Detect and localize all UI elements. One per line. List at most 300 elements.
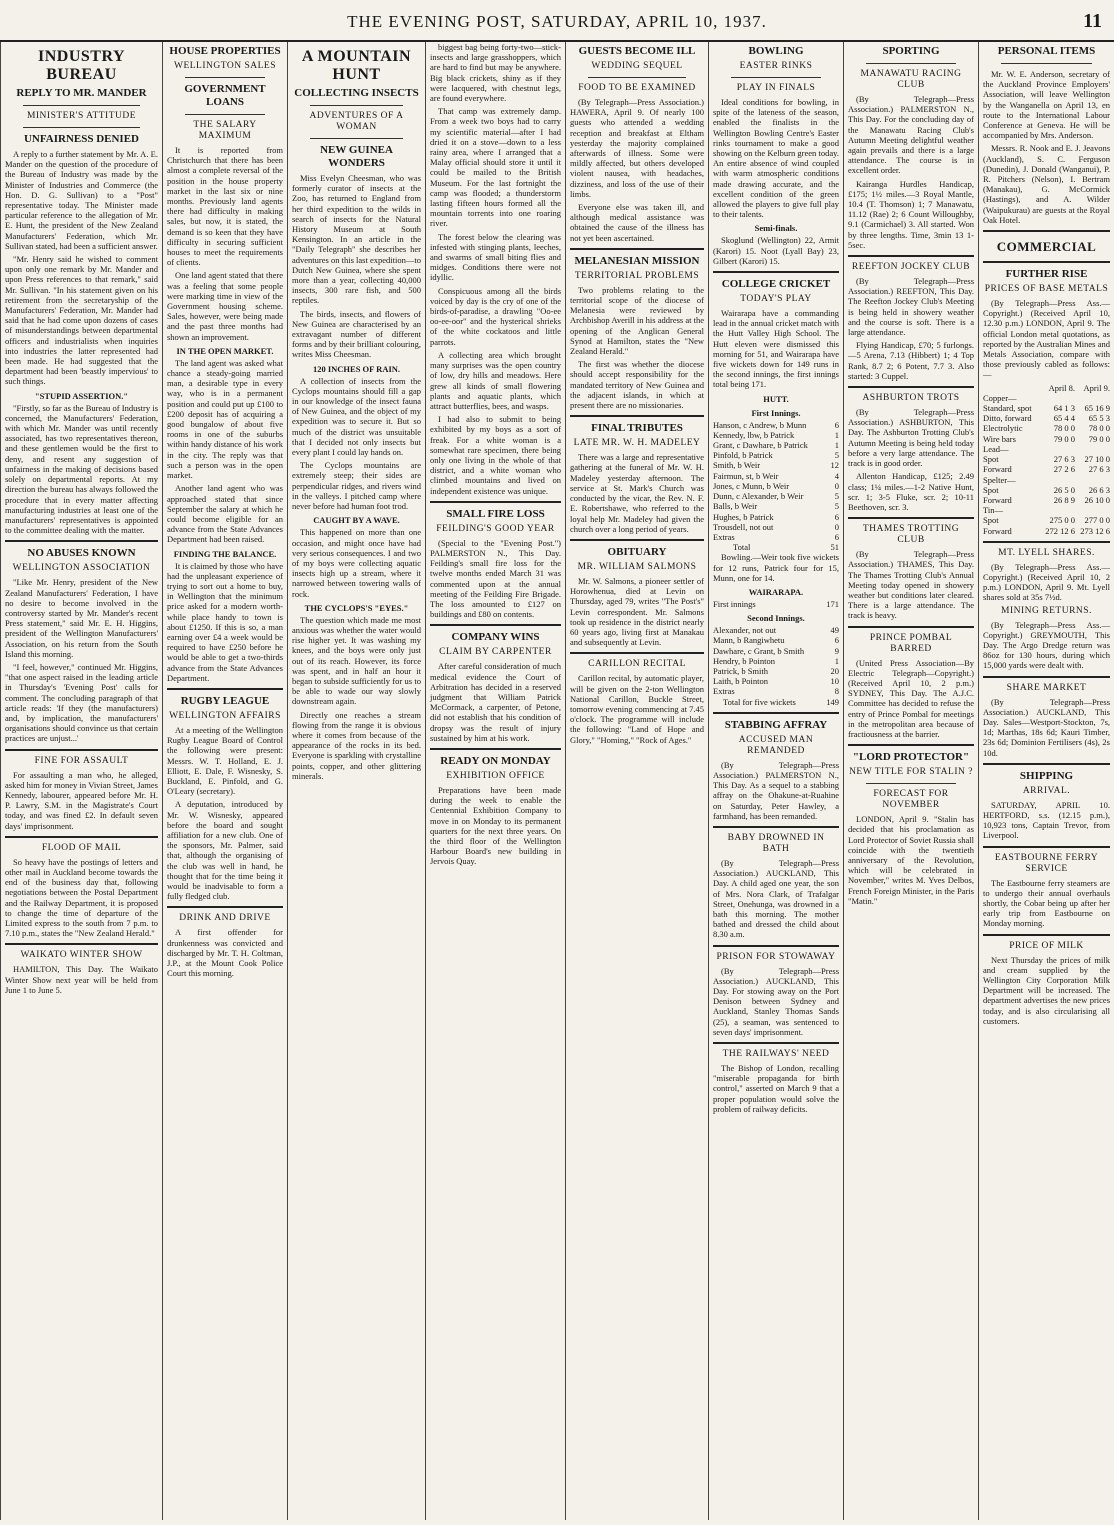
table-row	[713, 471, 839, 481]
article-paragraph: A reply to a further statement by Mr. A. E. Mander on the question of the procedure of the Bureau of Industry was made by the Minister of Industries and Commerce (the Hon. D. G. Sullivan) to a "Post" representative today. The Minister made particular reference to the allegation of Mr. E. Hunt, the president of the New Zealand Manufacturers' Federation, which Mr. Sullivan stated, had been a sufficient answer.	[5, 149, 158, 251]
table-cell: 65 5 3	[1088, 413, 1110, 424]
headline: OBITUARY	[607, 545, 667, 558]
divider	[588, 77, 686, 78]
table-row	[983, 526, 1110, 536]
divider	[570, 415, 704, 417]
deck: CLAIM BY CARPENTER	[439, 647, 552, 658]
table-cell: Wire bars	[983, 433, 1016, 444]
article-paragraph: Directly one reaches a stream flowing from the range it is obvious where it comes from because of the appearance of the rocks in its bed. Everyone is sparkling with crystalline points, copper, and other glittering minerals.	[292, 709, 421, 781]
table-cell: Tin—	[983, 505, 1004, 516]
article-paragraph: (By Telegraph—Press Association.) AUCKLAND, This Day. For stowing away on the Port Denison between Sydney and Auckland, Stanley Thomas Sands (25), a seaman, was sentenced to seven days' imprisonment.	[713, 965, 839, 1037]
headline: PRICE OF MILK	[1009, 940, 1084, 951]
deck: ARRIVAL.	[1022, 785, 1071, 796]
column-4	[425, 42, 565, 1520]
table-row	[713, 501, 839, 511]
table-row	[713, 635, 839, 645]
deck: NEW GUINEA WONDERS	[320, 144, 393, 169]
divider	[5, 749, 158, 751]
deck: WELLINGTON SALES	[173, 61, 277, 71]
table-cell: 5	[834, 491, 839, 502]
deck: WELLINGTON ASSOCIATION	[12, 563, 151, 574]
column-5	[565, 42, 708, 1520]
table-cell: First innings	[713, 598, 756, 609]
article-paragraph: So heavy have the postings of letters and other mail in Auckland become towards the end of the business day that, following negotiations between the Postal Department and the Railway Department, it is proposed to change the time of departure of the Limited express to the south from 7 p.m. to 7.10 p.m., states the "New Zealand Herald."	[5, 856, 158, 939]
headline: SPORTING	[882, 45, 940, 57]
divider	[731, 77, 821, 78]
table-cell	[1075, 505, 1110, 515]
table-row	[983, 393, 1110, 403]
article-paragraph: The Eastbourne ferry steamers are to undergo their annual overhauls shortly, the Cobar being up after her early trip from Eastbourne on Monday morning.	[983, 877, 1110, 929]
article-paragraph: (By Telegraph—Press Ass.—Copyright.) (Received April 10, 2 p.m.) LONDON, April 9. Mt. Lyell shares sold at 35s 7½d.	[983, 561, 1110, 603]
table-cell: 78 0 0	[1053, 423, 1076, 434]
article-paragraph: There was a large and representative gathering at the funeral of Mr. W. H. Madeley yesterday afternoon. The service at St. Mark's Church was conducted by the vicar, the Rev. N. F. E. Robertshawe, who referred to the loyal help Mr. Madeley had given the church over a long period of years.	[570, 452, 704, 534]
table-cell: 65 16 9	[1084, 403, 1110, 414]
article-paragraph: I had also to submit to being exhibited by my boys as a sort of freak. For a white woman is a somewhat rare specimen, there being only one living in the whole of that district, and a white woman who climbed mountains and lived on independent existence was unique.	[430, 414, 561, 496]
table-row	[983, 495, 1110, 505]
table-cell: Pinfold, b Patrick	[713, 450, 773, 461]
column-3	[287, 42, 425, 1520]
column-8	[978, 42, 1114, 1520]
table-cell: Hughes, b Patrick	[713, 511, 774, 522]
divider	[983, 934, 1110, 936]
table-cell: 0	[834, 521, 839, 532]
table-cell: 9	[834, 645, 839, 656]
table-cell: Extras	[713, 531, 735, 542]
section-heading: COMMERCIAL	[996, 239, 1097, 255]
table-cell: 5	[834, 450, 839, 461]
article-paragraph: Next Thursday the prices of milk and cream supplied by the Wellington City Corporation Milk Department will be increased. The department advertises the new prices today, and is also circularising all customers.	[983, 954, 1110, 1026]
scorecard-table	[713, 625, 839, 707]
table-cell: Hendry, b Pointon	[713, 655, 776, 666]
article-paragraph: One land agent stated that there was a feeling that some people were marking time in view of the Government housing scheme. Sales, however, were being made and the past three months had shown an improvement.	[167, 270, 283, 342]
table-cell: 0	[834, 480, 839, 491]
article-paragraph: Allenton Handicap, £125; 2.49 class; 1¼ miles.—1-2 Native Hunt, scr. 1; 3-5 Fluke, scr. 2; 10-11 Beethoven, scr. 3.	[848, 471, 974, 512]
deck: LATE MR. W. H. MADELEY	[573, 438, 701, 449]
headline: SHARE MARKET	[1006, 682, 1087, 693]
table-cell: 26 5 0	[1053, 484, 1076, 495]
divider	[983, 676, 1110, 678]
article-paragraph: Preparations have been made during the week to enable the Centennial Exhibition Company to move in on Monday to its permanent quarters for the next three years. On the third floor of the Wellington Harbour Board's new building in Jervois Quay.	[430, 784, 561, 867]
table-cell: Forward	[983, 525, 1012, 536]
divider	[848, 386, 974, 388]
table-row	[713, 450, 839, 460]
headline: WAIKATO WINTER SHOW	[20, 950, 143, 961]
deck: PRICES OF BASE METALS	[984, 284, 1109, 295]
headline: RUGBY LEAGUE	[180, 694, 270, 707]
deck: MINISTER'S ATTITUDE	[26, 111, 137, 121]
table-cell: Total for five wickets	[723, 696, 796, 707]
divider	[713, 712, 839, 714]
headline: BABY DROWNED IN BATH	[727, 832, 825, 854]
headline: MT. LYELL SHARES.	[998, 547, 1095, 558]
table-cell: 6	[834, 531, 839, 542]
article-paragraph: At a meeting of the Wellington Rugby League Board of Control the following were present: Messrs. W. T. Holland, E. J. Elliott, E. Dale, F. Wisnesky, S. Buckland, E. Pinfold, and G. O'Leary (secretary).	[167, 724, 283, 797]
article-paragraph: (By Telegraph—Press Association.) REEFTON, This Day. The Reefton Jockey Club's Meeting is being held in showery weather and the course is soft. There is a large attendance.	[848, 276, 974, 338]
table-row	[713, 481, 839, 491]
table-row	[713, 532, 839, 542]
scorecard-subheading: Second Innings.	[747, 613, 805, 624]
article-paragraph: "Firstly, so far as the Bureau of Industry is concerned, the Manufacturers' Federation, with which Mr. Mander was until recently associated, has two representatives thereon, and these gentlemen would be the first to deny, and resent any suggestion of unfairness in the making of decisions based solely on departmental reports. At my direction the bureau has always followed the procedure that in every matter affecting manufacturing industries at least one of the manufacturers' representatives is appointed to the committee dealing with the matter.	[5, 402, 158, 536]
deck: FEILDING'S GOOD YEAR	[436, 523, 555, 534]
article-paragraph: Ideal conditions for bowling, in spite of the lateness of the season, enabled the finalists in the Wellington Bowling Centre's Easter rinks tournament to make a good showing on the Kelburn green today. An entire absence of wind coupled with warm atmospheric conditions made drawing accurate, and the excellent condition of the green allowed the players to give full play to their talents.	[713, 97, 839, 220]
scorecard-table	[713, 420, 839, 553]
article-paragraph: Flying Handicap, £70; 5 furlongs.—5 Arena, 7.13 (Hibbert) 1; 4 Top Rank, 8.7 2; 6 Potent, 7.7 3. Also started: 3 Cuppel.	[848, 340, 974, 381]
divider	[5, 836, 158, 838]
headline: FLOOD OF MAIL	[41, 842, 122, 853]
headline: BOWLING	[748, 45, 804, 57]
table-cell: Ditto, forward	[983, 413, 1032, 424]
headline: HOUSE PROPERTIES	[169, 45, 281, 57]
table-cell: Electrolytic	[983, 423, 1023, 434]
divider	[866, 63, 956, 64]
deck: ADVENTURES OF A WOMAN	[309, 111, 404, 132]
deck: WEDDING SEQUEL	[591, 61, 683, 71]
article-paragraph: (By Telegraph—Press Ass.—Copyright.) (Received April 10, 12.30 p.m.) LONDON, April 9. The official London metal quotations, as reported by the Australian Mines and Metals Association, compare with those previously cabled as follows:—	[983, 298, 1110, 380]
divider	[848, 517, 974, 519]
article-paragraph: A collecting area which brought many surprises was the open country of low, dry hills and meadows. Here grew all kinds of small flowering plants and aquatic plants, which attract butterflies, bees, and wasps.	[430, 349, 561, 411]
table-row	[713, 656, 839, 666]
divider	[1001, 63, 1092, 64]
table-row	[713, 542, 839, 552]
headline: DRINK AND DRIVE	[179, 913, 271, 924]
headline: STABBING AFFRAY	[724, 718, 828, 731]
headline: PERSONAL ITEMS	[997, 45, 1096, 57]
divider	[570, 248, 704, 250]
table-cell: 27 6 3	[1053, 454, 1076, 465]
article-paragraph: Miss Evelyn Cheesman, who was formerly curator of insects at the Zoo, has returned to England from her third expedition to the wilds in search of insects for the Natural History Museum at South Kensington. In an article in the "Daily Telegraph" she describes her adventures on this last expedition—to Dutch New Guinea, where she spent more than a year, collecting 40,000 insects, 300 rare fish, and 500 reptiles.	[292, 173, 421, 306]
table-row	[713, 625, 839, 635]
table-cell: 49	[830, 625, 839, 636]
divider	[983, 230, 1110, 232]
table-row	[713, 666, 839, 676]
table-cell: Spot	[983, 515, 999, 526]
table-row	[713, 491, 839, 501]
divider	[848, 255, 974, 257]
table-cell: 26 10 0	[1084, 494, 1110, 505]
table-cell: 5	[834, 501, 839, 512]
headline: SMALL FIRE LOSS	[446, 507, 545, 520]
headline: THAMES TROTTING CLUB	[862, 524, 960, 546]
crosshead: "STUPID ASSERTION."	[34, 390, 129, 401]
table-cell: 277 0 0	[1084, 515, 1110, 526]
article-paragraph: Bowling.—Weir took five wickets for 12 runs, Patrick four for 15, Munn, one for 14.	[713, 552, 839, 583]
table-row	[983, 423, 1110, 433]
divider	[983, 541, 1110, 543]
article-paragraph: (Special to the "Evening Post.") PALMERSTON N., This Day. Feilding's small fire loss for the twelve months ended March 31 was commented upon at the annual meeting of the Feilding Fire Brigade. The loss amounted to £127 on buildings and £80 on contents.	[430, 537, 561, 620]
article-paragraph: (By Telegraph—Press Association.) PALMERSTON N., This Day. For the concluding day of the Manawatu Racing Club's Autumn Meeting delightful weather again prevails and there is a large attendance. The course is in excellent order.	[848, 94, 974, 176]
divider	[713, 826, 839, 828]
divider	[167, 906, 283, 908]
deck: MANAWATU RACING CLUB	[860, 69, 962, 90]
deck: PLAY IN FINALS	[736, 83, 816, 93]
deck: FORECAST FOR NOVEMBER	[873, 789, 949, 811]
deck: ACCUSED MAN REMANDED	[738, 734, 814, 756]
table-row	[713, 430, 839, 440]
deck: EXHIBITION OFFICE	[446, 770, 545, 781]
divider	[23, 105, 140, 106]
article-paragraph: "Mr. Henry said he wished to comment upon only one remark by Mr. Mander and upon Press references to that remark," said Mr. Sullivan. "In his statement given on his retirement from the secretaryship of the Manufacturers' Federation, Mr. Mander had said that he had come upon dozens of cases of misunderstandings between departmental officers and industrialists when inquiries into industries the latter represented had been made. He had suggested that the department had been 'beastly impervious' to such things.	[5, 254, 158, 387]
article-paragraph: biggest bag being forty-two—stick-insects and large grasshoppers, which are hard to find but may be anywhere. Big black crickets, shiny as if they were lacquered, with chestnut legs, are found everywhere.	[430, 42, 561, 104]
divider	[866, 783, 956, 784]
table-cell: Forward	[983, 494, 1012, 505]
table-cell: Hanson, c Andrew, b Munn	[713, 419, 807, 430]
table-cell: Smith, b Weir	[713, 460, 761, 471]
headline: PRINCE POMBAL BARRED	[869, 632, 953, 654]
headline: MELANESIAN MISSION	[574, 254, 700, 267]
headline: REEFTON JOCKEY CLUB	[851, 262, 971, 273]
article-paragraph: SATURDAY, APRIL 10. HERTFORD, s.s. (12.15 p.m.), 10,923 tons, Captain Trevor, from Liverpool.	[983, 799, 1110, 841]
table-row	[713, 460, 839, 470]
article-paragraph: Messrs. R. Nook and E. J. Jeavons (Auckland), S. C. Ferguson (Dunedin), J. Donald (Wanganui), P. R. Pitchers (Nelson), I. Bertram (Manakau), G. McCormick (Hastings), and A. Wilder (Waipukurau) are guests at the Royal Oak Hotel.	[983, 143, 1110, 225]
table-row	[983, 515, 1110, 525]
table-cell: 272 12 6	[1045, 525, 1076, 536]
column-6	[708, 42, 843, 1520]
metals-table	[983, 383, 1110, 536]
masthead	[0, 0, 1114, 42]
table-row	[713, 420, 839, 430]
article-paragraph: Everyone else was taken ill, and although medical assistance was obtained the cause of the illness has not yet been ascertained.	[570, 202, 704, 243]
article-paragraph: (By Telegraph—Press Association.) AUCKLAND, This Day. A child aged one year, the son of Mrs. Nora Clark, of Trafalgar Street, Onehunga, was drowned in a bath this morning. The mother bathed and dressed the child about 8.30 a.m.	[713, 857, 839, 940]
table-cell: 1	[834, 429, 839, 440]
article-paragraph: "I feel, however," continued Mr. Higgins, "that one aspect raised in the leading article in Thursday's 'Evening Post' calls for comment. The concluding paragraph of that article reads: 'If they (the manufacturers) and, by implication, the manufacturers' organisations should convince us that certain practices are unjust...'	[5, 661, 158, 744]
divider	[570, 539, 704, 541]
table-row	[983, 464, 1110, 474]
divider	[23, 127, 140, 128]
table-cell: Trousdell, not out	[713, 521, 774, 532]
deck: MR. WILLIAM SALMONS	[577, 561, 697, 572]
divider	[570, 652, 704, 654]
divider	[430, 748, 561, 750]
article-paragraph: The birds, insects, and flowers of New Guinea are characterised by an extravagant number of different forms and by their brilliant colouring, writes Miss Cheesman.	[292, 308, 421, 360]
table-cell: 78 0 0	[1088, 423, 1110, 434]
scorecard-heading: HUTT.	[763, 393, 789, 404]
article-paragraph: Carillon recital, by automatic player, will be given on the 2-ton Wellington National Carillon, Buckle Street, tomorrow evening commencing at 7.45 o'clock. The programme will include the following: "Land of Hope and Glory," "Homing," "Rock of Ages."	[570, 673, 704, 745]
table-header-row	[983, 383, 1110, 393]
headline: FURTHER RISE	[1005, 268, 1088, 281]
table-cell	[1040, 444, 1075, 454]
table-row	[983, 413, 1110, 423]
table-cell: Alexander, not out	[713, 625, 777, 636]
article-paragraph: (By Telegraph—Press Association.) HAWERA, April 9. Of nearly 100 guests who attended a wedding reception and breakfast at Eltham yesterday the majority complained afterwards of illness. Some were mildly affected, but others developed violent nausea, with headaches, dizziness, and loss of the use of their limbs.	[570, 97, 704, 199]
article-paragraph: A first offender for drunkenness was convicted and discharged by Mr. T. H. Coltman, J.P., at the Mount Cook Police Court this morning.	[167, 927, 283, 979]
table-cell: Laith, b Pointon	[713, 676, 769, 687]
article-paragraph: It is claimed by those who have had the unpleasant experience of trying to sort out a home to buy, in Wellington that the minimum price asked for a modern worth-while place handy to town is about £1250. If this is so, a man earning over £4 a week would be required to have £250 before he would be able to get a two-thirds advance from the State Advances Department.	[167, 560, 283, 683]
table-cell: Spot	[983, 484, 999, 495]
divider	[430, 624, 561, 626]
headline: COLLEGE CRICKET	[721, 278, 831, 291]
table-cell: 149	[826, 696, 839, 707]
divider	[713, 1042, 839, 1044]
table-cell: April 9.	[1083, 382, 1110, 393]
table-cell: 6	[834, 635, 839, 646]
divider	[430, 501, 561, 503]
article-paragraph: Kairanga Hurdles Handicap, £175; 1½ miles.—3 Royal Mantle, 10.4 (T. Thomson) 1; 7 Manawatu, 11.12 (Rae) 2; 6 Count Willoughby, 9.1 (Carmichael) 3. All started. Won by three lengths. Time, 3min 13 1-5sec.	[848, 178, 974, 250]
article-paragraph: (United Press Association—By Electric Telegraph—Copyright.) (Received April 10, 2 p.m.) SYDNEY, This Day. The A.J.C. Committee has decided to refuse the entry of Prince Pombal for meetings in the metropolitan area because of fractiousness at the barrier.	[848, 657, 974, 739]
table-cell	[983, 383, 1040, 393]
article-paragraph: A deputation, introduced by Mr. W. Wisnesky, appeared before the board and sought affiliation for a new club. One of the sponsors, Mr. Palmer, said that, although the organising of the club was well in hand, he thought that for the time being it would be inadvisable to form a fully fledged club.	[167, 799, 283, 902]
table-row	[983, 485, 1110, 495]
headline: READY ON MONDAY	[440, 754, 551, 767]
table-cell: Total	[733, 542, 751, 553]
divider	[983, 261, 1110, 263]
table-cell: 64 1 3	[1053, 403, 1076, 414]
table-cell: Forward	[983, 464, 1012, 475]
table-cell: 8	[834, 686, 839, 697]
deck: TODAY'S PLAY	[740, 294, 812, 305]
table-cell: Kennedy, lbw, b Patrick	[713, 429, 795, 440]
article-paragraph: (By Telegraph—Press Association.) ASHBURTON, This Day. The Ashburton Trotting Club's Autumn Meeting is being held today before a very large attendance. The track is in good order.	[848, 407, 974, 469]
subheadline: REPLY TO MR. MANDER	[16, 87, 147, 99]
headline: A MOUNTAIN HUNT	[301, 48, 412, 83]
table-cell: Extras	[713, 686, 735, 697]
deck: WELLINGTON AFFAIRS	[169, 710, 281, 721]
masthead-title: THE EVENING POST, SATURDAY, APRIL 10, 1937.	[347, 12, 767, 31]
crosshead: 120 INCHES OF RAIN.	[312, 363, 401, 374]
article-paragraph: The forest below the clearing was infested with stinging plants, leeches, and swarms of small biting flies and midges. Conditions there were not idyllic.	[430, 231, 561, 283]
table-cell: 79 0 0	[1053, 433, 1076, 444]
headline: EASTBOURNE FERRY SERVICE	[994, 852, 1099, 874]
table-cell: 10	[830, 676, 839, 687]
article-paragraph: The Cyclops mountains are extremely steep; their sides are perpendicular ridges, and rivers wind in the valleys. I pitched camp where never before had human foot trod.	[292, 460, 421, 512]
divider	[983, 846, 1110, 848]
table-cell: 1	[834, 655, 839, 666]
scorecard-heading: WAIRARAPA.	[748, 586, 804, 597]
divider	[185, 77, 265, 78]
table-cell: Jones, c Munn, b Weir	[713, 480, 790, 491]
deck: GOVERNMENT LOANS	[184, 83, 266, 108]
scorecard-subheading: First Innings.	[751, 407, 801, 418]
article-paragraph: "Like Mr. Henry, president of the New Zealand Manufacturers' Federation, I have no desire to become involved in the controversy started by Mr. Mander's recent Press statement," said Mr. E. H. Higgins, president of the Wellington Manufacturers' Association, on his return from the South Island this morning.	[5, 577, 158, 659]
divider	[983, 763, 1110, 765]
table-cell: 171	[826, 598, 839, 609]
table-cell: 12	[830, 460, 839, 471]
table-row	[983, 505, 1110, 515]
table-cell: 27 6 3	[1088, 464, 1110, 475]
article-paragraph: That camp was extremely damp. From a week two boys had to carry my scientific material—after I had dried it on a stove—down to a less rainy area, where I arranged that a Malay official should store it until it could be mailed to the British Museum. For the last fortnight the camp was flooded; a thunderstorm lasting fifteen hours formed all the mountain torrents into one roaring river.	[430, 106, 561, 229]
divider	[848, 744, 974, 746]
table-row	[713, 676, 839, 686]
table-cell	[1040, 393, 1075, 403]
table-row	[713, 686, 839, 696]
table-row	[713, 646, 839, 656]
headline: SHIPPING	[1019, 769, 1074, 782]
article-paragraph: A collection of insects from the Cyclops mountains should fill a gap in our knowledge of the insect fauna of New Guinea, and the object of my expedition was to secure it. But so much of the district was unsuitable that I decided not only insects but every plant I could lay hands on.	[292, 375, 421, 458]
table-cell: Copper—	[983, 392, 1017, 403]
divider	[5, 943, 158, 945]
headline: CARILLON RECITAL	[588, 659, 686, 670]
table-row	[983, 434, 1110, 444]
article-paragraph: Conspicuous among all the birds voiced by day is the cry of one of the birds-of-paradise, a drawling "Oo-ee oo-ee-oor" and the hysterical shrieks of the white cockatoos and little parrots.	[430, 285, 561, 347]
table-cell: 1	[834, 440, 839, 451]
table-row	[983, 475, 1110, 485]
article-paragraph: Wairarapa have a commanding lead in the annual cricket match with the Hutt Valley High School. The Hutt eleven were dismissed this morning for 51, and Wairarapa have five wickets down for 149 runs in the second innings, the first innings total being 171.	[713, 308, 839, 390]
headline: FINAL TRIBUTES	[591, 422, 683, 435]
table-cell: 79 0 0	[1088, 433, 1110, 444]
article-paragraph: (By Telegraph—Press Association.) THAMES, This Day. The Thames Trotting Club's Annual Meeting today opened in showery weather but conditions later cleared. There is a large attendance. The track is heavy.	[848, 549, 974, 621]
article-paragraph: (By Telegraph—Press Ass.—Copyright.) GREYMOUTH, This Day. The Argo Dredge return was 86oz for 130 hours, during which 15,000 yards were dealt with.	[983, 619, 1110, 671]
crosshead: THE CYCLOPS'S "EYES."	[304, 602, 409, 613]
headline: THE RAILWAYS' NEED	[722, 1049, 830, 1060]
divider	[713, 271, 839, 273]
table-cell: Patrick, b Smith	[713, 665, 769, 676]
table-cell: Fairmun, st, b Weir	[713, 470, 779, 481]
divider	[5, 540, 158, 542]
table-row	[713, 522, 839, 532]
table-cell	[1075, 475, 1110, 485]
table-cell: Dawhare, c Grant, b Smith	[713, 645, 805, 656]
article-paragraph: (By Telegraph—Press Association.) AUCKLAND, This Day. Sales—Westport-Stockton, 7s, 1d; Marthas, 18s 6d; Kauri Timber, 23s 6d; Dominion Fertilisers (4s), 2s 10d.	[983, 696, 1110, 758]
crosshead: FINDING THE BALANCE.	[173, 548, 277, 559]
deck: EASTER RINKS	[739, 61, 813, 71]
table-cell	[1075, 393, 1110, 403]
headline: NO ABUSES KNOWN	[27, 547, 136, 560]
article-paragraph: Mr. W. E. Anderson, secretary of the Auckland Province Employers' Association, will leave Wellington by the Wanganella on April 13, en route to the International Labour Conference at Geneva. He will be accompanied by Mrs. Anderson.	[983, 69, 1110, 141]
divider	[713, 945, 839, 947]
column-7	[843, 42, 978, 1520]
headline: MINING RETURNS.	[1001, 605, 1092, 616]
column-2	[162, 42, 287, 1520]
article-paragraph: LONDON, April 9. "Stalin has decided that his proclamation as Lord Protector of Soviet Russia shall coincide with the twentieth anniversary of the Revolution, which will be celebrated in November," writes M. Yves Delbos, French Foreign Minister, in the Paris "Matin."	[848, 814, 974, 906]
table-cell: 26 8 9	[1053, 494, 1076, 505]
table-cell	[1040, 475, 1075, 485]
table-row	[983, 403, 1110, 413]
headline: FINE FOR ASSAULT	[34, 755, 129, 766]
table-cell: 27 10 0	[1084, 454, 1110, 465]
table-cell: 4	[834, 470, 839, 481]
article-paragraph: The land agent was asked what chance a steady-going married man, a desirable type in every way, who is in a permanent position and could put up £100 to £200 deposit has of acquiring a good bungalow of about five rooms in one of the suburbs within handy distance of his work in the city. The reply was that such a person was in the open market.	[167, 357, 283, 481]
article-paragraph: Skoglund (Wellington) 22, Armit (Karori) 15. Noot (Lyall Bay) 23, Gilbert (Karori) 15.	[713, 235, 839, 266]
article-paragraph: The first was whether the diocese should accept responsibility for the mandated territory of New Guinea and the adjacent islands, in which at present there are no missionaries.	[570, 359, 704, 411]
table-cell: 6	[834, 419, 839, 430]
table-cell: Lead—	[983, 443, 1009, 454]
divider	[185, 114, 265, 115]
table-cell: Standard, spot	[983, 403, 1032, 414]
article-paragraph: Two problems relating to the territorial scope of the diocese of Melanesia were reviewed by Archbishop Averill in his address at the opening of the Anglican General Synod at Hamilton, states the "New Zealand Herald."	[570, 284, 704, 357]
table-cell: 6	[834, 511, 839, 522]
table-cell: 65 4 4	[1053, 413, 1076, 424]
deck: UNFAIRNESS DENIED	[23, 133, 139, 145]
table-cell: Grant, c Dawhare, b Patrick	[713, 440, 808, 451]
table-cell: 273 12 6	[1080, 525, 1110, 536]
article-paragraph: The question which made me most anxious was whether the water would rise higher yet. It was washing my knees, and the boys were only just out of its reach. However, its force was spent, and in half an hour it began to subside sufficiently for us to be able to wade our way slowly downstream again.	[292, 614, 421, 707]
divider	[310, 138, 403, 139]
table-row	[713, 512, 839, 522]
crosshead: IN THE OPEN MARKET.	[176, 345, 274, 356]
table-cell	[1040, 505, 1075, 515]
table-cell: April 8.	[1048, 382, 1076, 393]
crosshead: Semi-finals.	[754, 223, 798, 234]
headline: ASHBURTON TROTS	[862, 393, 960, 404]
table-row	[713, 599, 839, 609]
article-paragraph: (By Telegraph—Press Association.) PALMERSTON N., This Day. As a sequel to a stabbing affray on the Ohakune-at-Ruahine on Saturday, Peter Hawley, a farmhand, has been remanded.	[713, 759, 839, 821]
column-1	[0, 42, 162, 1520]
table-cell: Spot	[983, 454, 999, 465]
scorecard-table	[713, 599, 839, 609]
table-cell: Balls, b Weir	[713, 501, 758, 512]
article-paragraph: For assaulting a man who, he alleged, asked him for money in Vivian Street, James Kennedy, labourer, appeared before Mr. H. P. Lawry, S.M. in the Magistrate's Court today, and was fined £2. In default seven days' imprisonment.	[5, 769, 158, 831]
article-paragraph: Mr. W. Salmons, a pioneer settler of Horowhenua, died at Levin on Thursday, aged 79, writes "The Post's" Levin correspondent. Mr. Salmons took up residence in the district nearly 60 years ago, living first at Manakau and subsequently at Levin.	[570, 575, 704, 648]
divider	[848, 626, 974, 628]
headline: GUESTS BECOME ILL	[578, 45, 696, 57]
article-paragraph: Another land agent who was approached stated that since September the salary at which he could become eligible for an advance from the State Advances Department had been raised.	[167, 483, 283, 545]
deck: NEW TITLE FOR STALIN ?	[849, 767, 973, 778]
crosshead: CAUGHT BY A WAVE.	[313, 515, 400, 526]
headline: "LORD PROTECTOR"	[852, 751, 970, 764]
table-row	[713, 440, 839, 450]
divider	[310, 105, 403, 106]
table-cell: 20	[830, 665, 839, 676]
deck: TERRITORIAL PROBLEMS	[574, 270, 700, 281]
